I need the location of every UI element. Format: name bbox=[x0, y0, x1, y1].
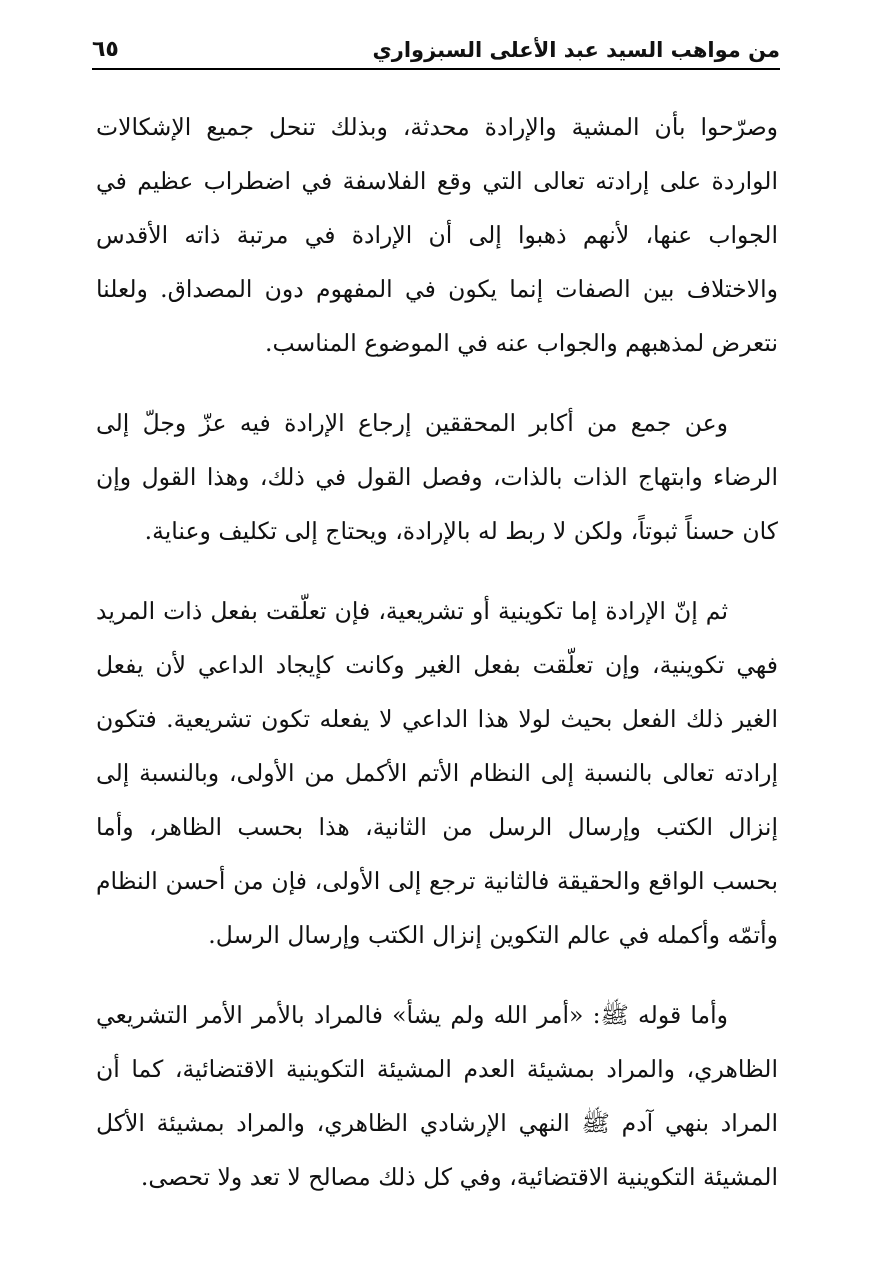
paragraph-3: ثم إنّ الإرادة إما تكوينية أو تشريعية، فإن تعلّقت بفعل ذات المريد فهي تكوينية، وإن تعلّقت بفعل الغير وكانت كإيجاد الداعي لأن يفعل الغير ذلك الفعل بحيث لولا هذا الداعي لا يفعله تكون تشريعية. فتكون إرادته تعالى بالنسبة إلى النظام الأتم الأكمل من الأولى، وبالنسبة إلى إنزال الكتب وإرسال الرسل من الثانية، هذا بحسب الظاهر، وأما بحسب الواقع والحقيقة فالثانية ترجع إلى الأولى، فإن من أحسن النظام وأتمّه وأكمله في عالم التكوين إنزال الكتب وإرسال الرسل. bbox=[96, 597, 778, 949]
paragraph-1: وصرّحوا بأن المشية والإرادة محدثة، وبذلك تنحل جميع الإشكالات الواردة على إرادته تعالى التي وقع الفلاسفة في اضطراب عظيم في الجواب عنها، لأنهم ذهبوا إلى أن الإرادة في مرتبة ذاته الأقدس والاختلاف بين الصفات إنما يكون في المفهوم دون المصداق. ولعلنا نتعرض لمذهبهم والجواب عنه في الموضوع المناسب. bbox=[96, 113, 778, 357]
paragraph-2: وعن جمع من أكابر المحققين إرجاع الإرادة فيه عزّ وجلّ إلى الرضاء وابتهاج الذات بالذات، وفصل القول في ذلك، وهذا القول وإن كان حسناً ثبوتاً، ولكن لا ربط له بالإرادة، ويحتاج إلى تكليف وعناية. bbox=[96, 409, 778, 545]
paragraph-4: وأما قوله ﷺ: «أمر الله ولم يشأ» فالمراد بالأمر الأمر التشريعي الظاهري، والمراد بمشيئة العدم المشيئة التكوينية الاقتضائية، كما أن المراد بنهي آدم ﷺ النهي الإرشادي الظاهري، والمراد بمشيئة الأكل المشيئة التكوينية الاقتضائية، وفي كل ذلك مصالح لا تعد ولا تحصى. bbox=[96, 1001, 778, 1191]
page-header bbox=[92, 28, 780, 70]
page-number: ٦٥ bbox=[92, 37, 119, 62]
running-title: من مواهب السيد عبد الأعلى السبزواري bbox=[372, 38, 780, 62]
page-body bbox=[96, 100, 778, 1224]
